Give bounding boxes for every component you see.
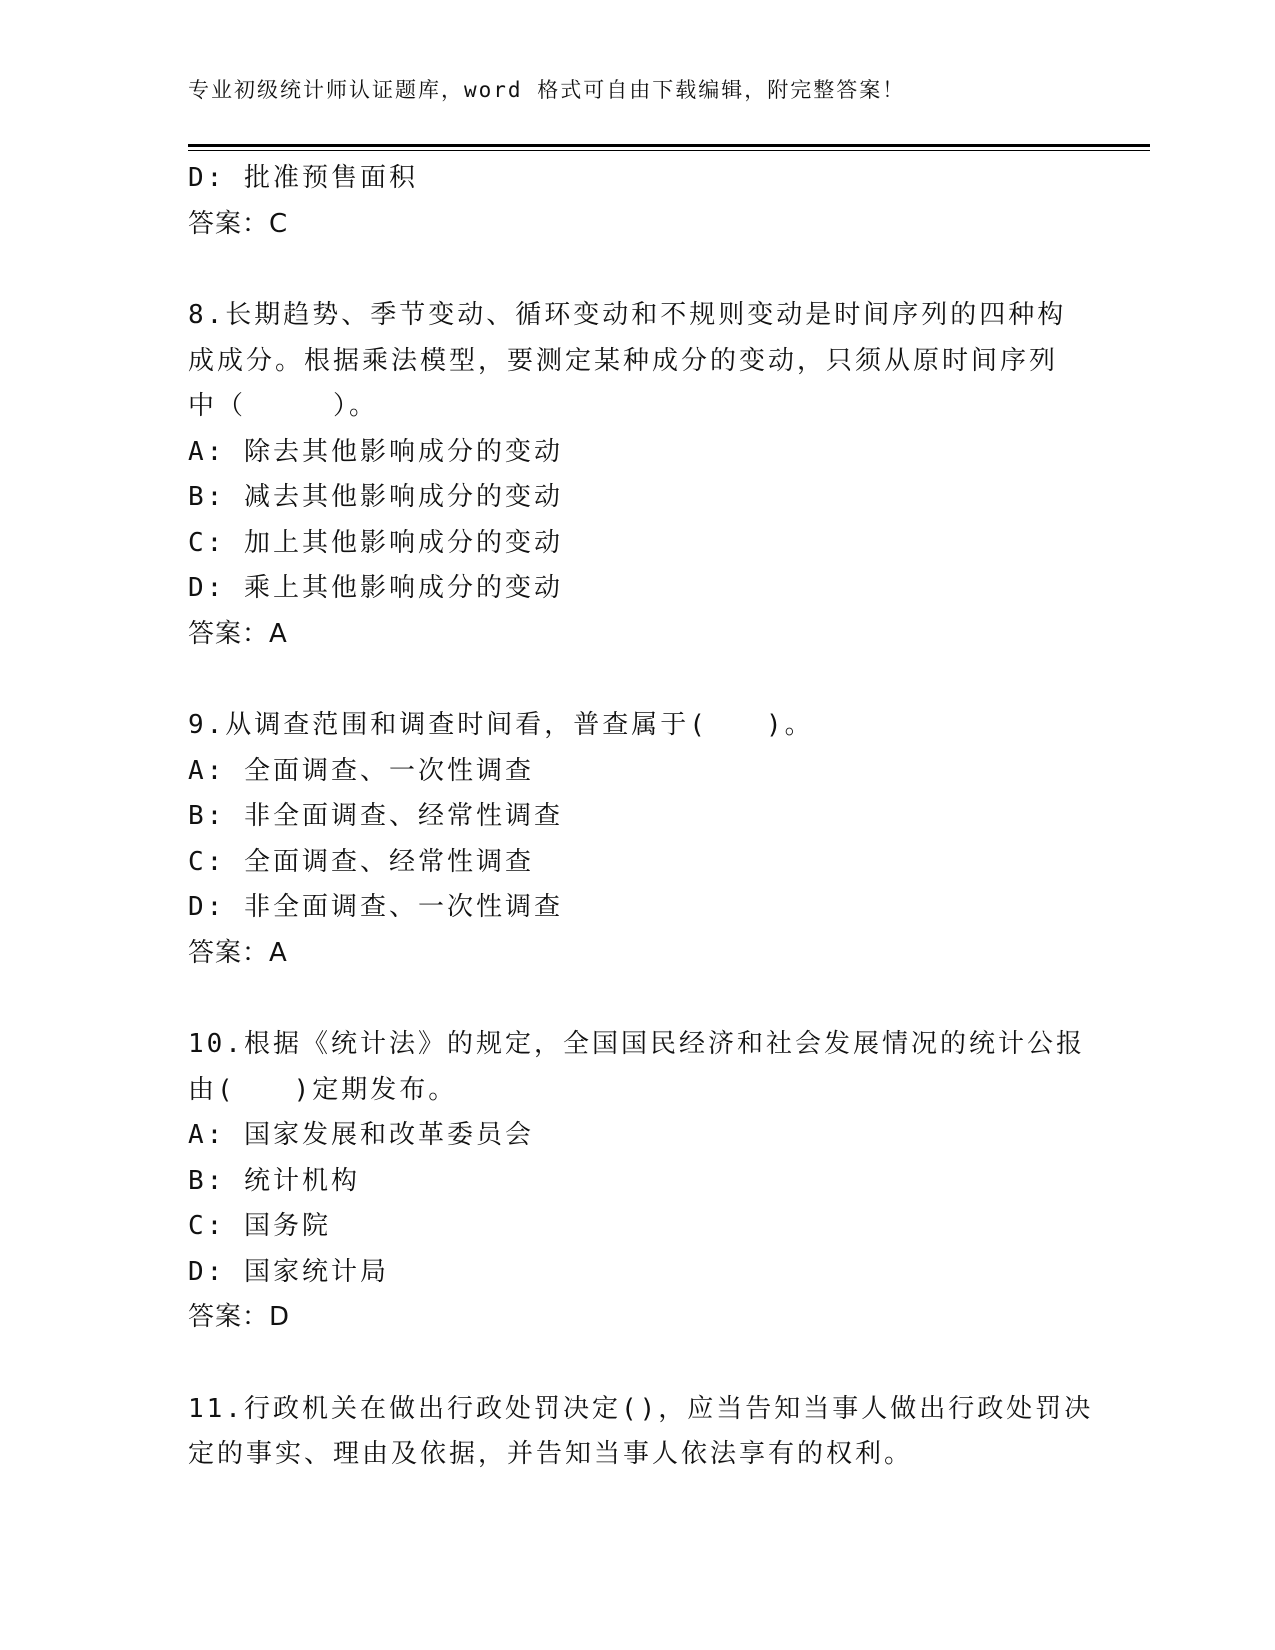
option-c: C: 国务院 xyxy=(188,1211,331,1241)
option-d: D: 国家统计局 xyxy=(188,1256,389,1287)
question-stem: 10.根据《统计法》的规定，全国国民经济和社会发展情况的统计公报 xyxy=(188,1029,1085,1059)
question-stem: 由( )定期发布。 xyxy=(188,1074,458,1105)
question-stem: 11.行政机关在做出行政处罚决定()，应当告知当事人做出行政处罚决 xyxy=(188,1393,1094,1424)
question-11 xyxy=(188,1387,1094,1478)
question-stem: 8.长期趋势、季节变动、循环变动和不规则变动是时间序列的四种构 xyxy=(188,300,1067,330)
option-d: D: 非全面调查、一次性调查 xyxy=(188,892,563,922)
answer: 答案：A xyxy=(188,618,288,649)
option-a: A: 除去其他影响成分的变动 xyxy=(188,436,563,467)
option-b: B: 统计机构 xyxy=(188,1165,360,1196)
answer: 答案：A xyxy=(188,937,288,968)
option-c: C: 全面调查、经常性调查 xyxy=(188,846,534,877)
option-a: A: 国家发展和改革委员会 xyxy=(188,1120,534,1150)
question-stem: 9.从调查范围和调查时间看，普查属于( )。 xyxy=(188,710,814,740)
option-d: D: 乘上其他影响成分的变动 xyxy=(188,573,563,603)
question-stem: 定的事实、理由及依据，并告知当事人依法享有的权利。 xyxy=(188,1439,914,1469)
option-a: A: 全面调查、一次性调查 xyxy=(188,755,534,786)
option-b: B: 减去其他影响成分的变动 xyxy=(188,482,563,512)
header-rule-thick xyxy=(188,144,1150,147)
question-9 xyxy=(188,703,1088,976)
document-body xyxy=(188,156,1094,1478)
question-10 xyxy=(188,1022,1088,1341)
page-header: 专业初级统计师认证题库，word 格式可自由下载编辑，附完整答案！ xyxy=(188,78,906,102)
question-8 xyxy=(188,293,1088,657)
question-stem: 中（ ）。 xyxy=(188,391,379,421)
option-d: D: 批准预售面积 xyxy=(188,163,418,193)
header-rule-thin xyxy=(188,150,1150,151)
option-b: B: 非全面调查、经常性调查 xyxy=(188,801,563,831)
question-stem: 成成分。根据乘法模型，要测定某种成分的变动，只须从原时间序列 xyxy=(188,345,1059,376)
option-c: C: 加上其他影响成分的变动 xyxy=(188,527,563,558)
answer: 答案：D xyxy=(188,1302,291,1332)
answer: 答案：C xyxy=(188,208,289,239)
